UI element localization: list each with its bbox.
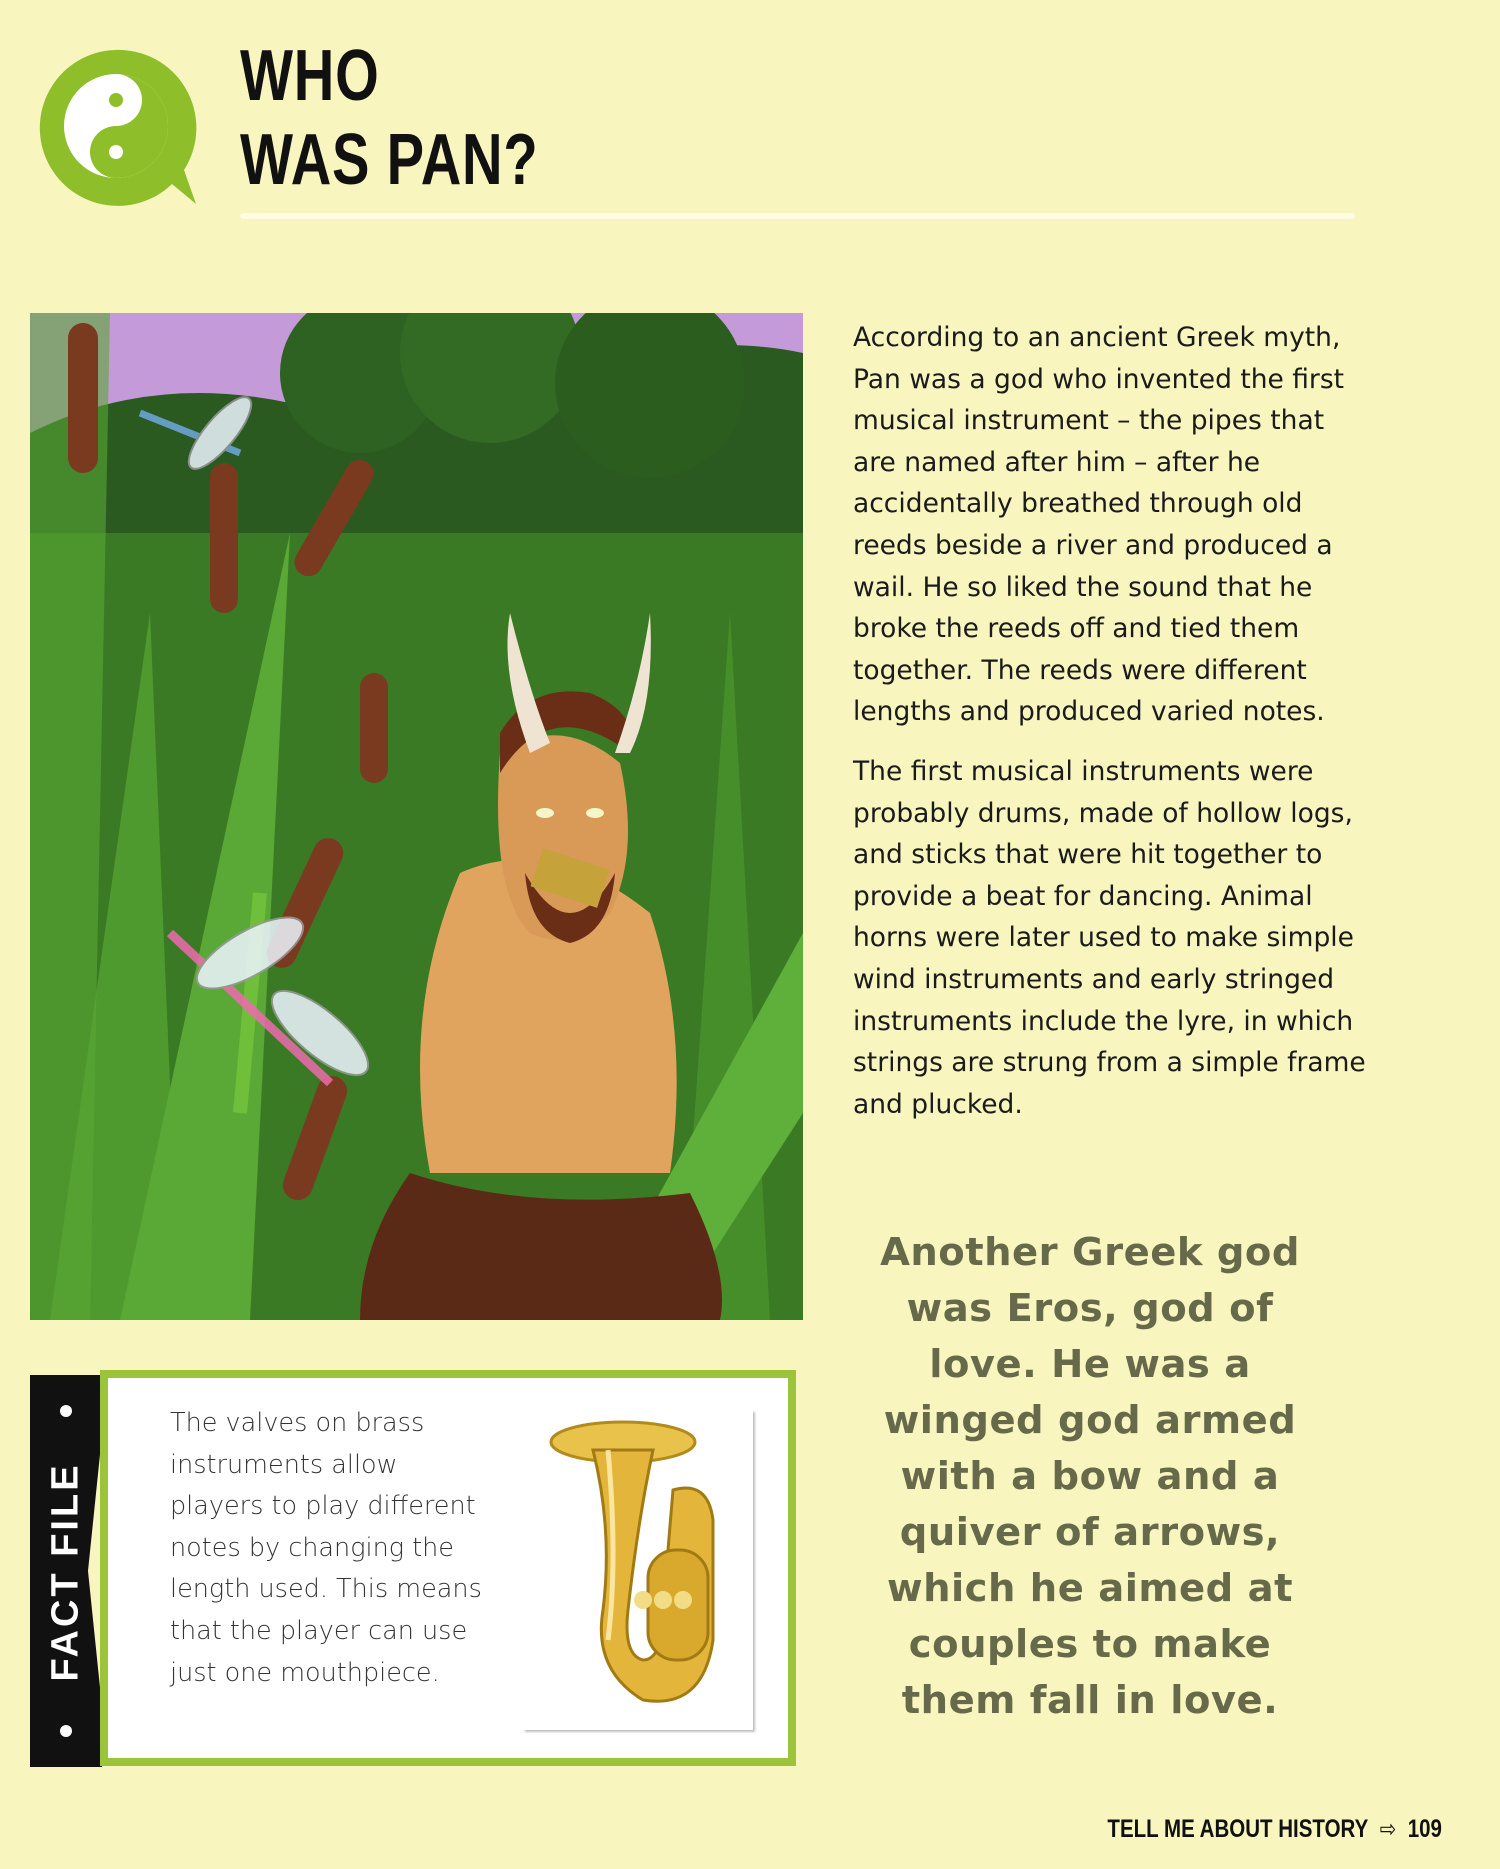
- fact-file-tab-label: FACT FILE: [44, 1462, 87, 1682]
- arrow-right-icon: ⇨: [1379, 1816, 1397, 1843]
- book-title: TELL ME ABOUT HISTORY: [1107, 1815, 1369, 1843]
- page-title: [240, 34, 538, 202]
- page-number: 109: [1407, 1815, 1442, 1843]
- pull-quote: Another Greek god was Eros, god of love. He was a winged god armed with a bow and a quiver of arrows, which he aimed at couples to make them fall in love.: [880, 1230, 1300, 1723]
- title-line-1: WHO: [240, 36, 380, 116]
- article-body: [853, 317, 1373, 1143]
- pan-illustration: [30, 313, 803, 1320]
- body-paragraph-2: The first musical instruments were probably drums, made of hollow logs, and sticks that were hit together to provide a beat for dancing. Animal horns were later used to make simple wind instruments and early stringed instruments include the lyre, in which strings are strung from a simple frame and plucked.: [853, 755, 1366, 1120]
- fact-file-text: The valves on brass instruments allow players to play different notes by changing the length used. This means that the player can use just one mouthpiece.: [170, 1408, 482, 1688]
- body-paragraph-1: According to an ancient Greek myth, Pan was a god who invented the first musical instrument – the pipes that are named after him – after he accidentally breathed through old reeds beside a river and produced a wail. He so liked the sound that he broke the reeds off and tied them together. The reeds were different lengths and produced varied notes.: [853, 322, 1345, 728]
- title-divider: [240, 213, 1355, 219]
- title-line-2: WAS PAN?: [240, 120, 539, 200]
- yin-yang-icon: [24, 42, 204, 212]
- page-footer: [1108, 1815, 1442, 1844]
- tuba-image: [523, 1410, 753, 1730]
